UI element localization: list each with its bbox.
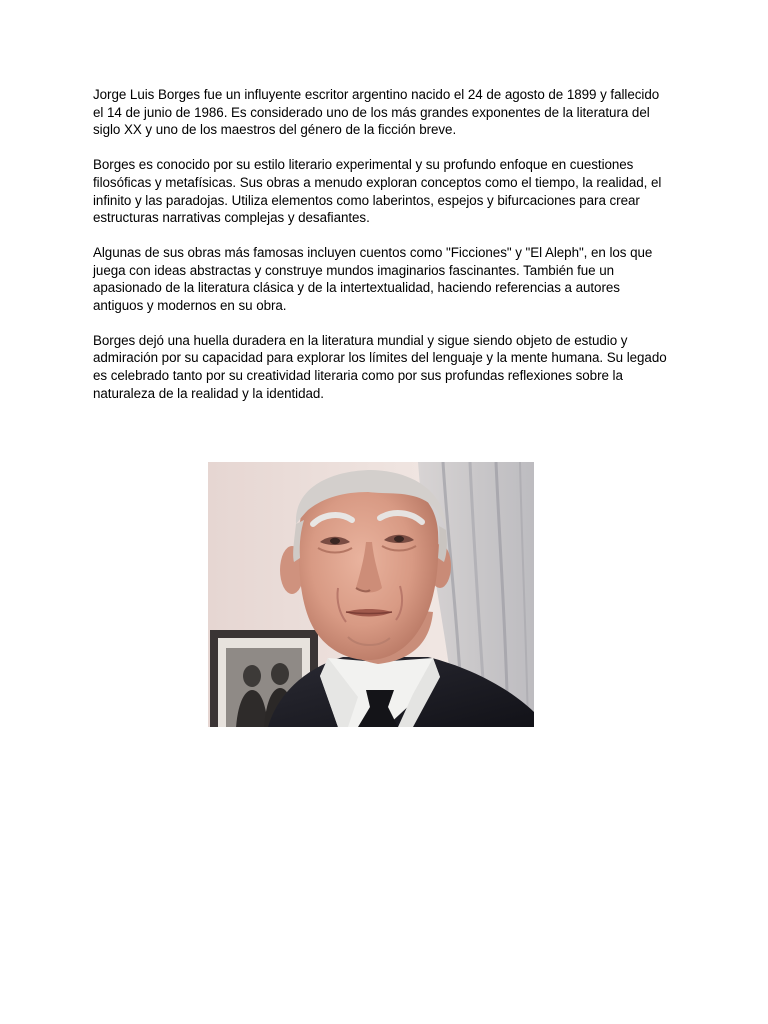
paragraph-3: Algunas de sus obras más famosas incluyen cuentos como "Ficciones" y "El Aleph", en los que juega con ideas abstractas y construye mundos imaginarios fascinantes. También fue un apasionado de la literatura clásica y de la intertextualidad, haciendo referencias a autores antiguos y modernos en su obra. <box>93 244 653 314</box>
body-text <box>93 86 673 420</box>
paragraph-1: Jorge Luis Borges fue un influyente escritor argentino nacido el 24 de agosto de 1899 y fallecido el 14 de junio de 1986. Es considerado uno de los más grandes exponentes de la literatura del siglo XX y uno de los maestros del género de la ficción breve. <box>93 87 660 138</box>
paragraph-4: Borges dejó una huella duradera en la literatura mundial y sigue siendo objeto de estudio y admiración por su capacidad para explorar los límites del lenguaje y la mente humana. Su legado es celebrado tanto por su creatividad literaria como por sus profundas reflexiones sobre la naturaleza de la realidad y la identidad. <box>93 332 667 401</box>
paragraph-2: Borges es conocido por su estilo literario experimental y su profundo enfoque en cuestiones filosóficas y metafísicas. Sus obras a menudo exploran conceptos como el tiempo, la realidad, el infinito y las paradojas. Utiliza elementos como laberintos, espejos y bifurcaciones para crear estructuras narrativas complejas y desafiantes. <box>93 157 662 226</box>
portrait-photo <box>208 462 534 727</box>
